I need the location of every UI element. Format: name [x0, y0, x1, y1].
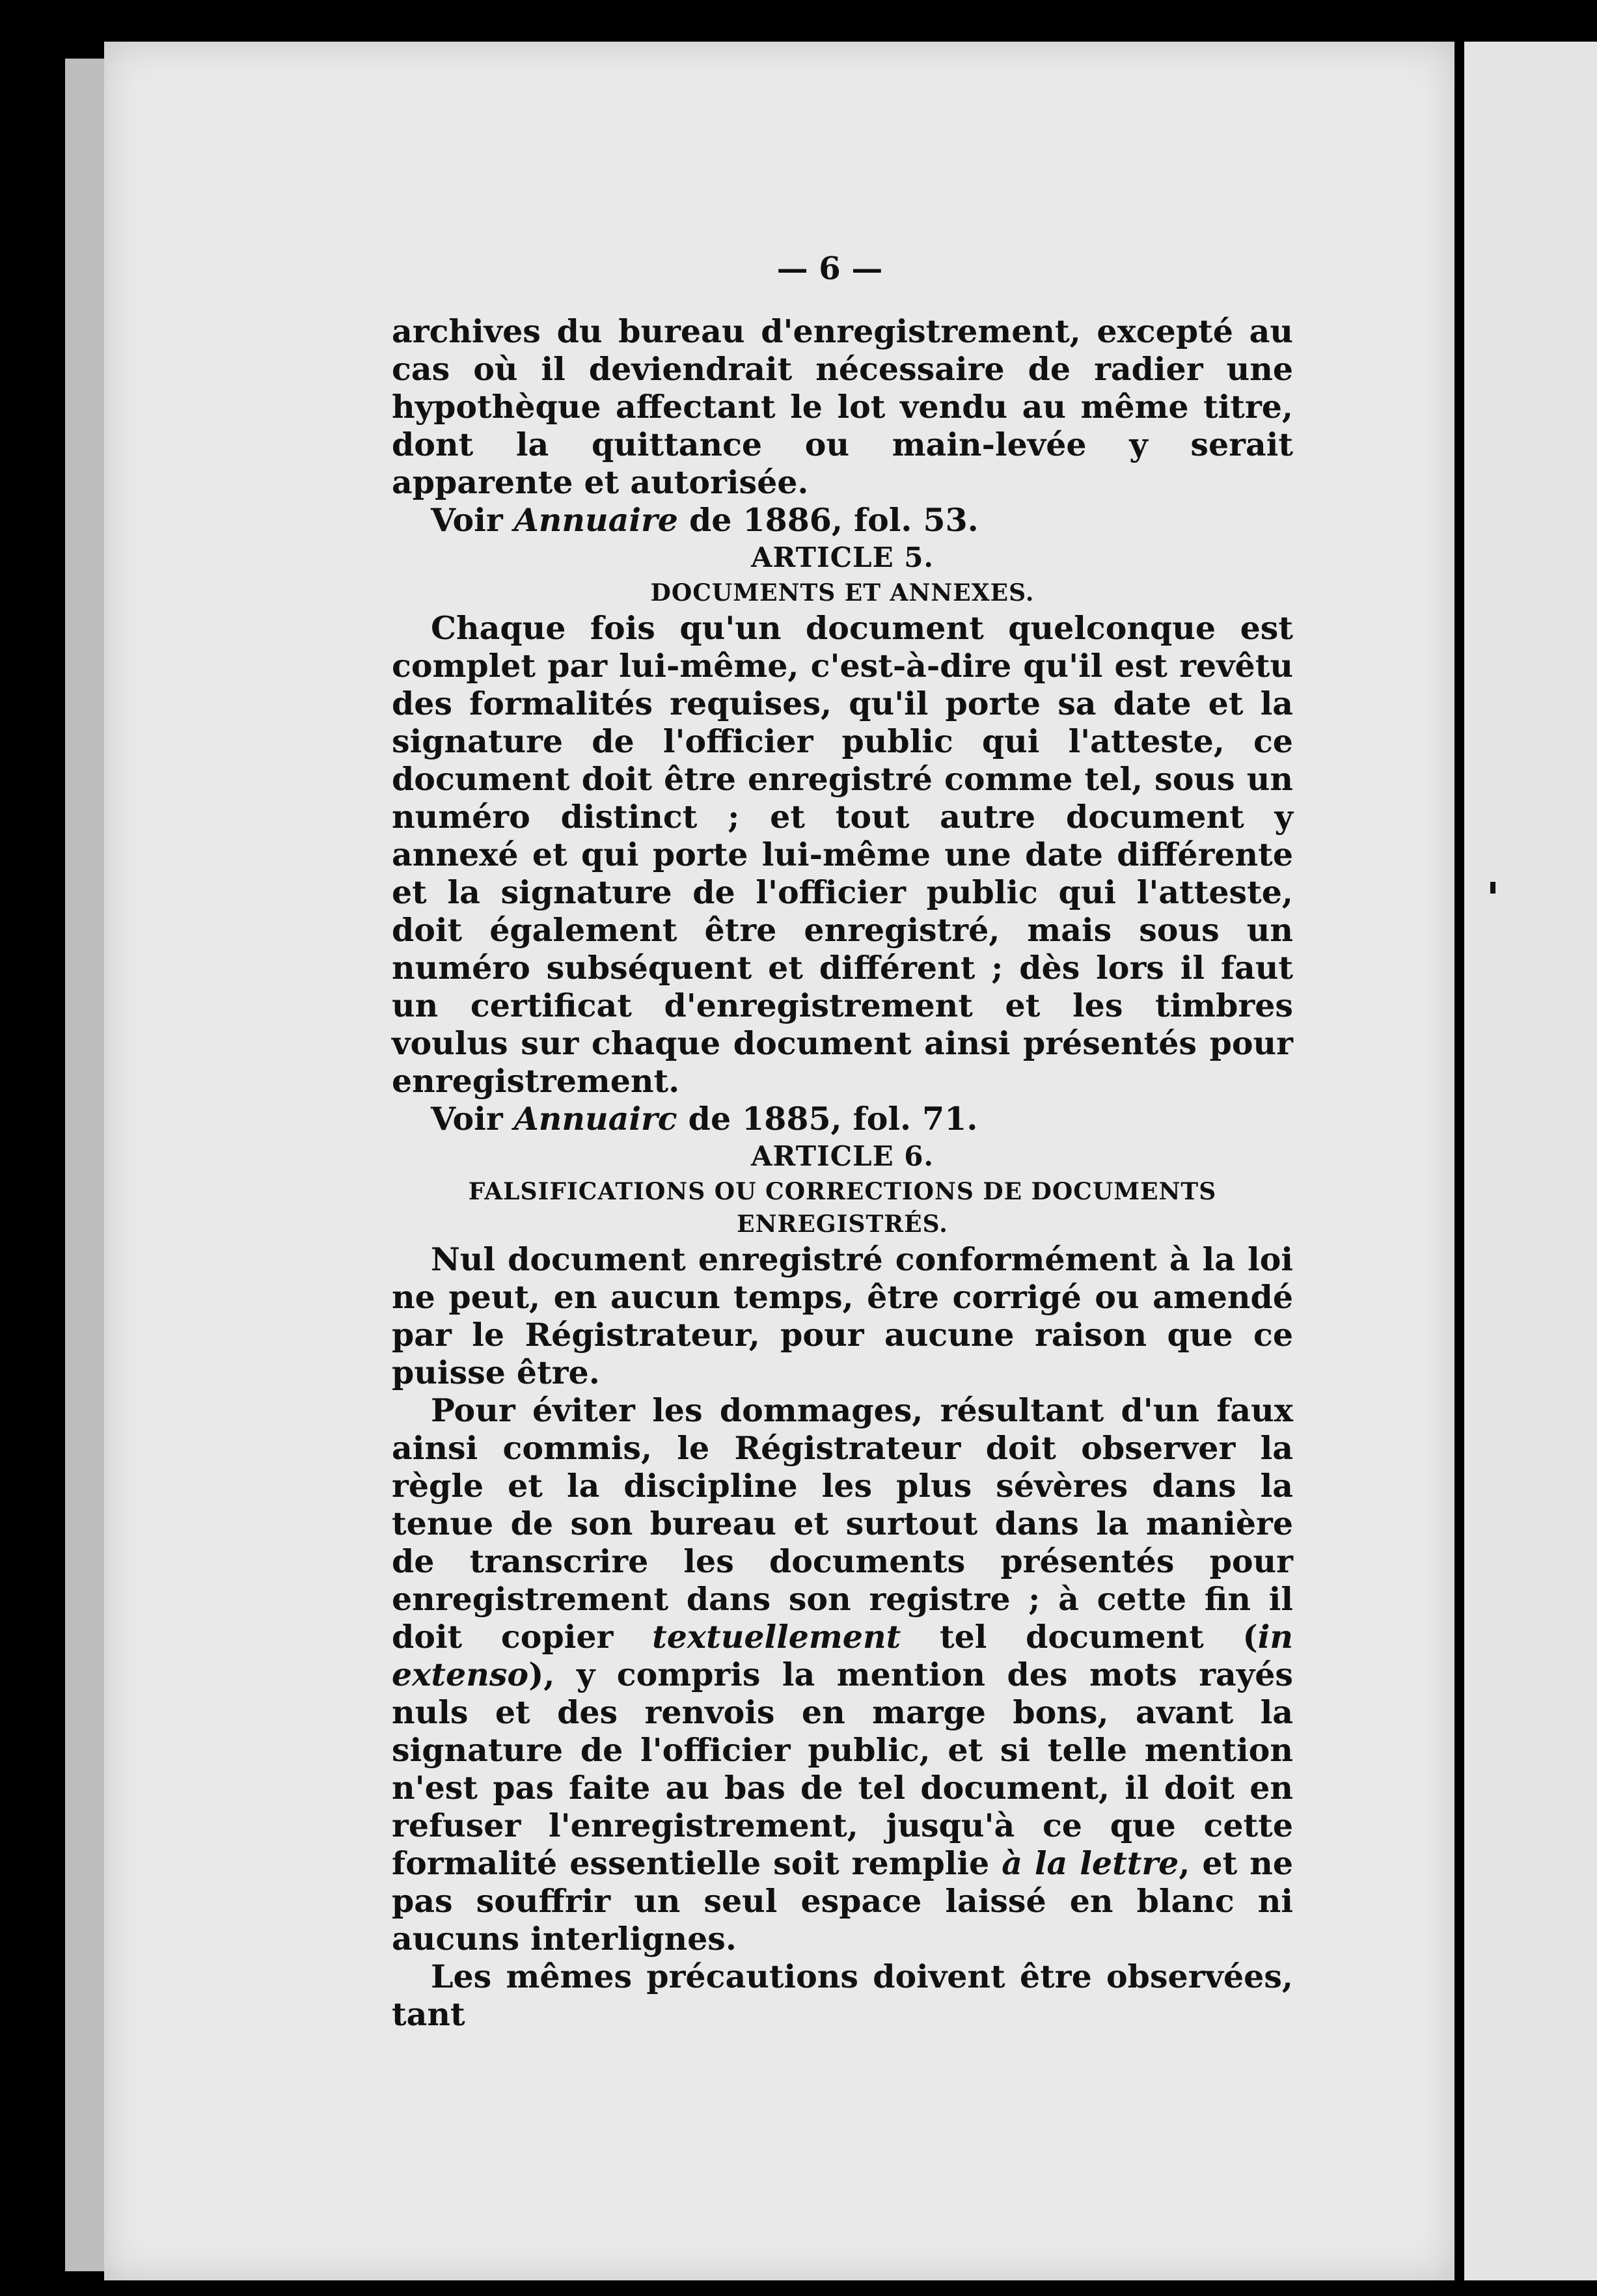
paragraph-4-italic-a-la-lettre: à la lettre — [1002, 1844, 1179, 1882]
reference-2-prefix: Voir — [431, 1100, 514, 1138]
paragraph-4-part-e: ), y compris la mention des mots rayés nuls et des renvois en marge bons, avant la signature de l'officier public, et si telle mention n'est pas faite au bas de tel document, il doit en refuser l'enregistrement, jusqu'à ce que cette formalité essentielle soit remplie — [392, 1656, 1293, 1882]
paragraph-4 — [392, 1391, 1293, 1958]
reference-1-title: Annuaire — [513, 501, 678, 539]
article-5-title: ARTICLE 5. — [750, 541, 935, 573]
paragraph-4-part-c: tel document ( — [901, 1618, 1258, 1656]
paragraph-2: Chaque fois qu'un document quelconque est complet par lui-même, c'est-à-dire qu'il est revêtu des formalités requises, qu'il porte sa date et la signature de l'officier public qui l'atteste, ce document doit être enregistré comme tel, sous un numéro distinct ; et tout autre document y annexé et qui porte lui-même une date différente et la signature de l'officier public qui l'atteste, doit également être enregistré, mais sous un numéro subséquent et différent ; dès lors il faut un certificat d'enregistrement et les timbres voulus sur chaque document ainsi présentés pour enregistrement. — [392, 609, 1293, 1100]
reference-2-title: Annuairc — [513, 1100, 677, 1138]
article-5-heading: DOCUMENTS ET ANNEXES. — [650, 579, 1035, 607]
paragraph-1: archives du bureau d'enregistrement, excepté au cas où il deviendrait nécessaire de radier une hypothèque affectant le lot vendu au même titre, dont la quittance ou main-levée y serait apparente et autorisée. — [392, 312, 1293, 501]
reference-2-suffix: de 1885, fol. 71. — [677, 1100, 978, 1138]
ink-mark — [1490, 882, 1495, 894]
paragraph-4-italic-in-extenso: in extenso — [392, 1618, 1293, 1693]
adjacent-page — [1464, 42, 1597, 2280]
page-number: — 6 — — [776, 251, 883, 287]
article-6-title: ARTICLE 6. — [750, 1140, 935, 1172]
paragraph-4-part-a: Pour éviter les dommages, résultant d'un faux ainsi commis, le Régistrateur doit observer la règle et la discipline les plus sévères dans la tenue de son bureau et surtout dans la manière de transcrire les documents présentés pour enregistrement dans son registre ; à cette fin il doit copier — [392, 1391, 1293, 1656]
reference-1-suffix: de 1886, fol. 53. — [677, 501, 979, 539]
page-content — [392, 312, 1293, 2033]
paragraph-4-part-g: , et ne pas souffrir un seul espace laissé en blanc ni aucuns interlignes. — [392, 1844, 1293, 1958]
reference-1-prefix: Voir — [431, 501, 514, 539]
paragraph-3: Nul document enregistré conformément à la loi ne peut, en aucun temps, être corrigé ou amendé par le Régistrateur, pour aucune raison que ce puisse être. — [392, 1240, 1293, 1391]
article-6-heading: FALSIFICATIONS OU CORRECTIONS DE DOCUMENTS ENREGISTRÉS. — [468, 1178, 1217, 1238]
reference-1 — [392, 501, 1293, 539]
reference-2 — [392, 1100, 1293, 1138]
paragraph-5: Les mêmes précautions doivent être observées, tant — [392, 1958, 1293, 2033]
paragraph-4-italic-textuellement: textuellement — [652, 1618, 901, 1656]
